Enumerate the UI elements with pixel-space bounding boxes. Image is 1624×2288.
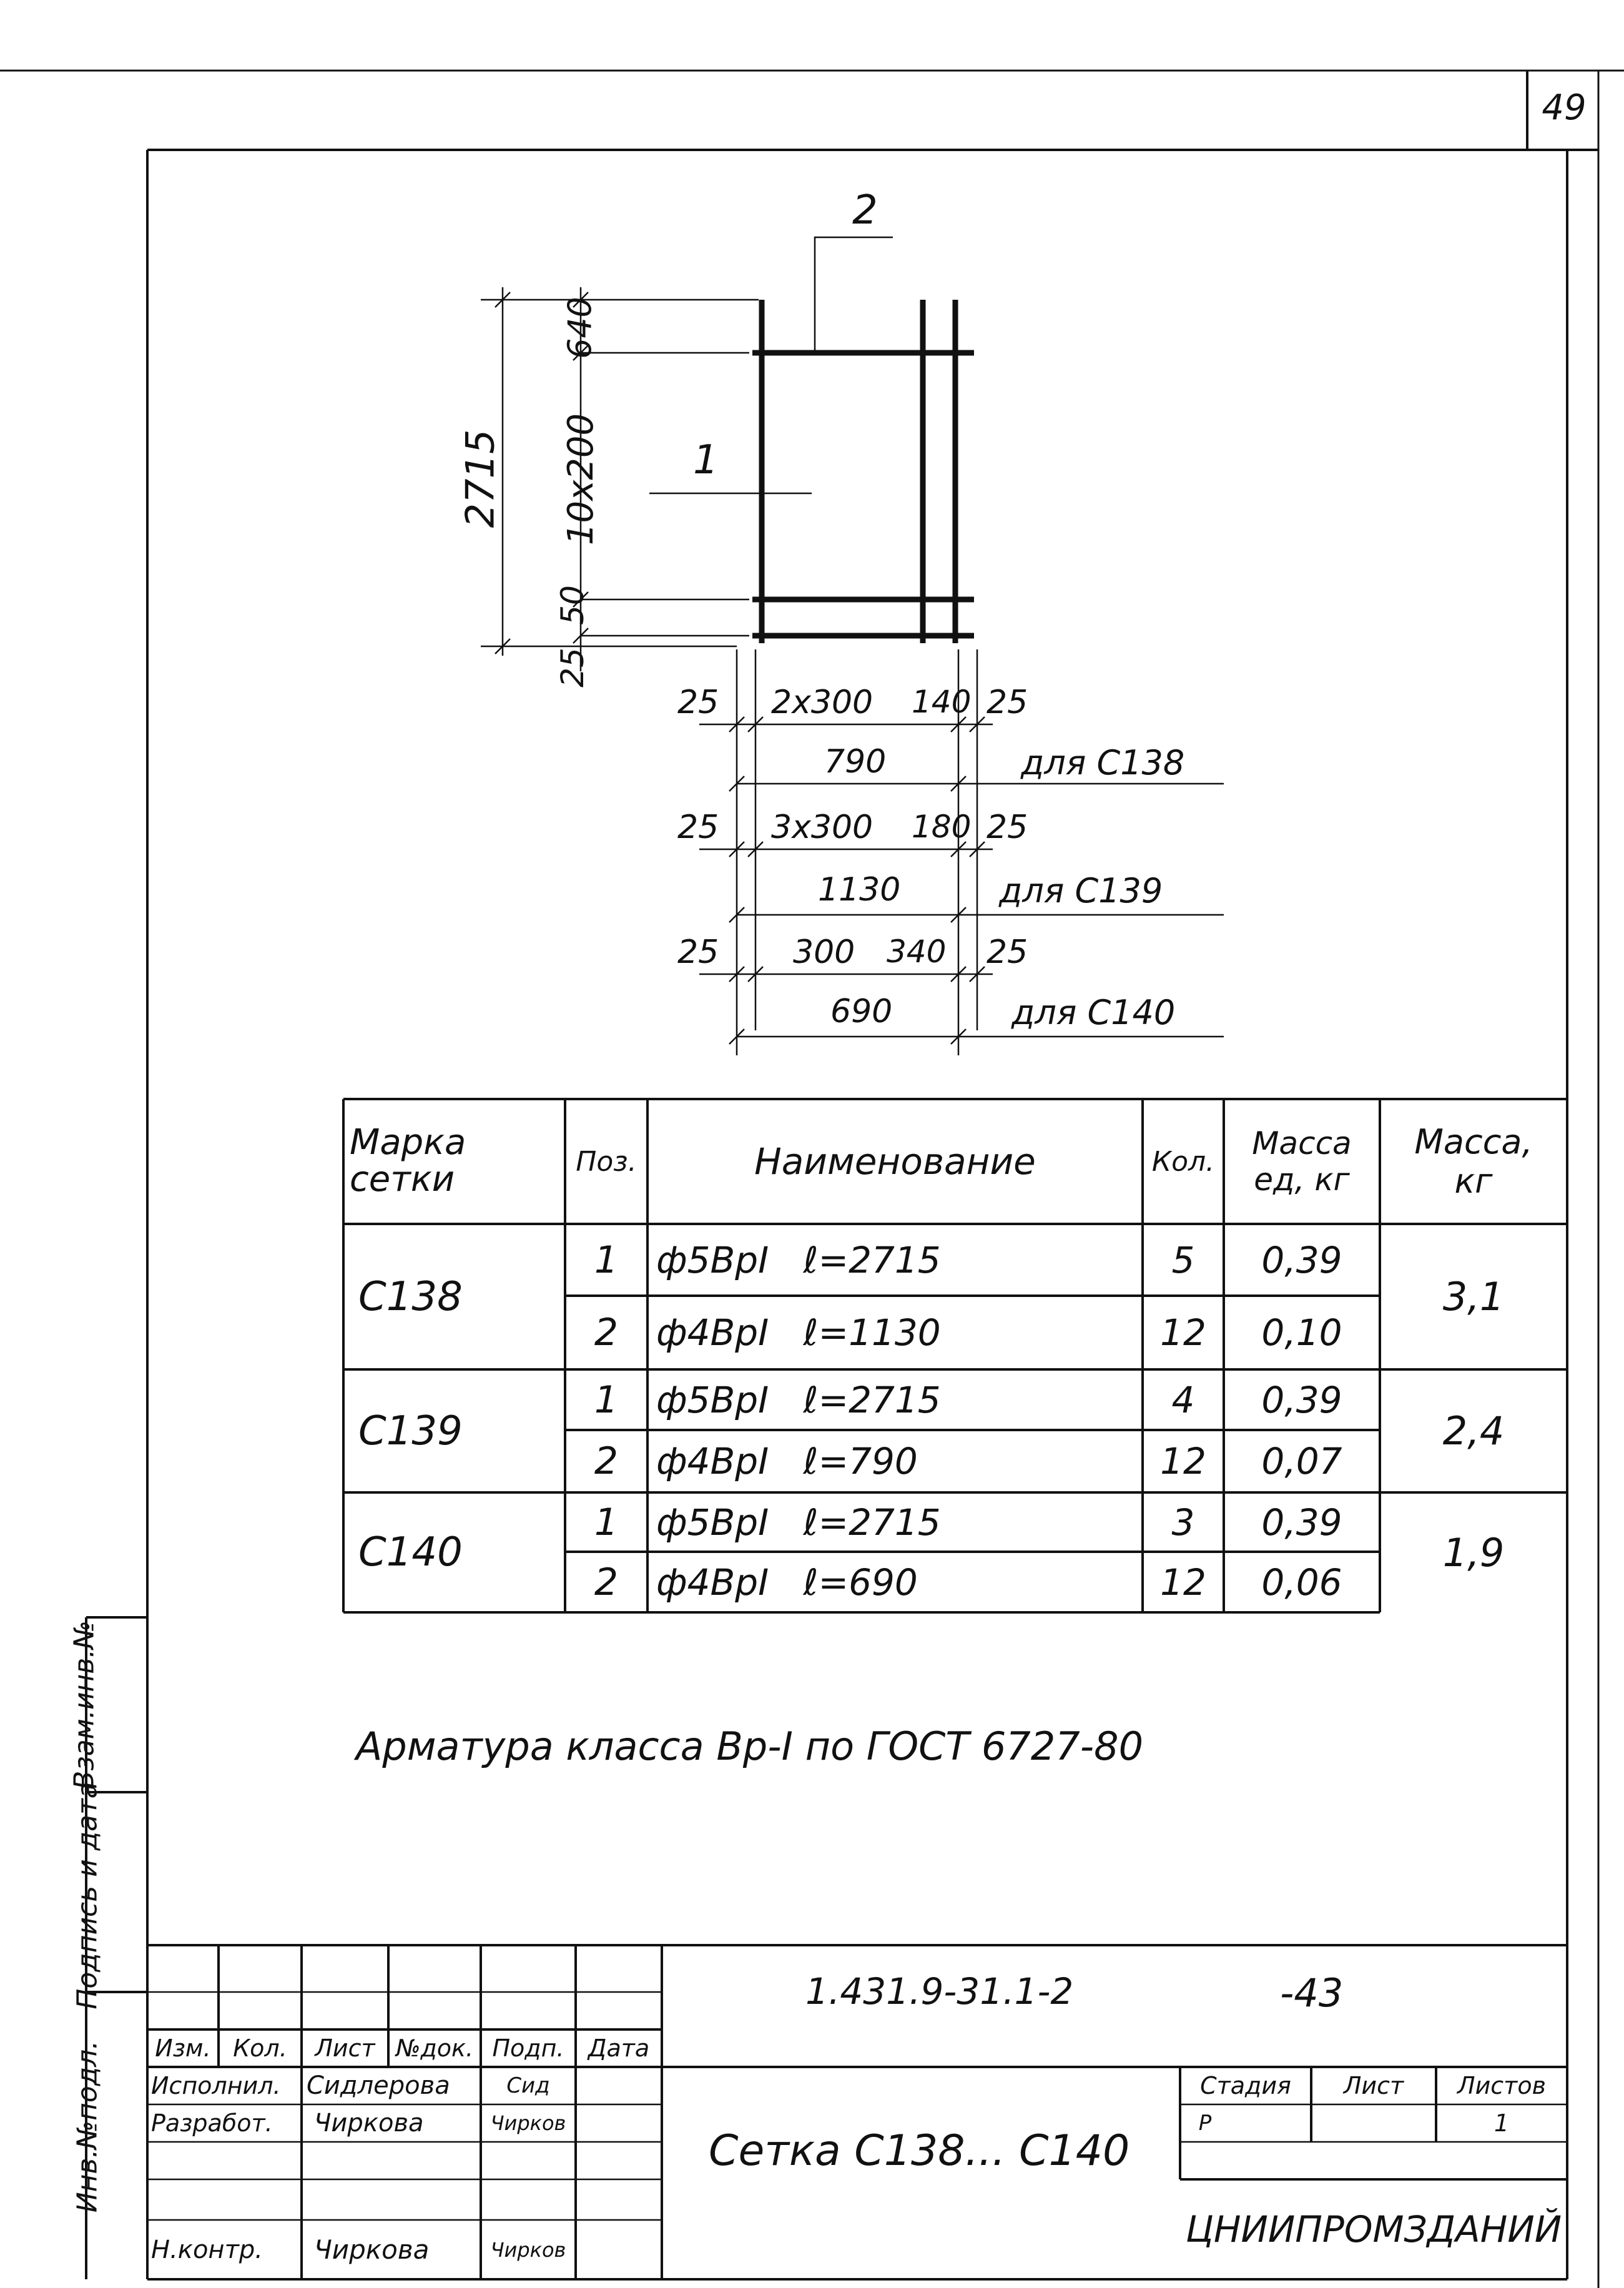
th-mark-text: Марка сетки [350,1122,466,1200]
table-cell-pos: 2 [594,1311,619,1354]
table-cell-qty: 3 [1171,1501,1195,1544]
document-title: Сетка С138... С140 [709,2126,1130,2176]
rebar-note: Арматура класса Вр-I по ГОСТ 6727-80 [356,1723,1144,1769]
table-cell-unit-mass: 0,07 [1261,1440,1342,1482]
table-cell-pos: 2 [594,1560,619,1604]
tb-col-ndok: №док. [395,2034,474,2062]
tb-stage-label: Стадия [1200,2072,1291,2099]
dim-row-2-right: 25 [987,809,1028,846]
tb-person: Чиркова [314,2234,430,2265]
dim-row-2-right-inner: 180 [912,809,972,845]
position-1-label: 1 [693,437,719,483]
table-cell-unit-mass: 0,39 [1261,1501,1342,1544]
dim-row-1-right: 25 [987,684,1028,721]
table-cell-pos: 1 [594,1500,619,1544]
tb-role: Разработ. [151,2109,273,2137]
tb-sheet [1311,2104,1436,2142]
table-cell-name: ф4ВрI ℓ=1130 [656,1311,941,1354]
table-cell-unit-mass: 0,39 [1261,1238,1342,1281]
tb-person: Сидлерова [307,2071,450,2100]
th-mass-text: Масса, кг [1414,1122,1533,1201]
dim-row-3-right: 25 [987,934,1028,971]
dim-middle: 10x200 [561,413,602,546]
table-cell-pos: 1 [594,1238,619,1282]
tb-role: Н.контр. [151,2235,263,2264]
th-pos: Поз. [576,1145,637,1178]
tb-col-list: Лист [315,2034,375,2062]
table-cell-name: ф5ВрI ℓ=2715 [656,1378,941,1421]
table-row-mark: С139 [358,1408,463,1454]
sheet-code: -43 [1280,1970,1344,2016]
tb-signature: Сид [506,2073,550,2098]
tb-col-izm: Изм. [155,2034,211,2062]
side-stamp-vzam-inv: Взам.инв.№ [68,1620,101,1790]
dim-bottom-25: 25 [554,648,591,688]
table-cell-qty: 5 [1171,1238,1195,1281]
tb-organization: ЦНИИПРОМЗДАНИЙ [1185,2208,1562,2251]
dim-total-height: 2715 [457,429,503,528]
table-cell-name: ф5ВрI ℓ=2715 [656,1501,941,1544]
side-stamp-podpis-data: Подпись и дата [71,1782,104,2009]
table-cell-pos: 2 [594,1439,619,1483]
dim-row-2-note: для С139 [999,871,1163,910]
th-mass [1380,1099,1567,1224]
dim-row-1-middle: 2x300 [771,684,874,721]
tb-role: Исполнил. [151,2072,281,2099]
dim-row-3-note: для С140 [1011,993,1176,1032]
table-cell-mass: 1,9 [1442,1529,1505,1575]
table-cell-name: ф4ВрI ℓ=690 [656,1561,918,1604]
table-cell-unit-mass: 0,06 [1261,1561,1342,1604]
tb-stage: Р [1198,2111,1212,2136]
dim-row-3-left: 25 [677,934,719,971]
dim-bottom-50: 50 [554,585,591,625]
table-cell-unit-mass: 0,10 [1261,1311,1342,1354]
tb-person: Чиркова [314,2109,424,2138]
table-row-mark: С140 [358,1529,463,1575]
dim-row-1-right-inner: 140 [912,684,972,720]
tb-col-data: Дата [588,2034,650,2062]
tb-signature: Чирков [490,2237,566,2262]
dim-row-1-total: 790 [824,743,887,781]
th-name: Наименование [754,1140,1036,1183]
table-cell-qty: 12 [1160,1311,1206,1354]
table-cell-name: ф5ВрI ℓ=2715 [656,1238,941,1281]
table-cell-unit-mass: 0,39 [1261,1378,1342,1421]
dim-row-3-right-inner: 340 [887,934,947,970]
doc-code: 1.431.9-31.1-2 [805,1970,1074,2013]
dim-row-1-note: для С138 [1021,743,1185,782]
table-cell-qty: 12 [1160,1561,1206,1604]
dim-row-1-left: 25 [677,684,719,721]
table-cell-mass: 2,4 [1442,1408,1505,1454]
dim-top: 640 [561,297,599,359]
table-row-mark: С138 [358,1273,463,1320]
table-cell-pos: 1 [594,1378,619,1422]
dim-row-3-middle: 300 [793,934,855,971]
tb-col-podp: Подп. [492,2034,564,2062]
dim-row-2-left: 25 [677,809,719,846]
tb-signature: Чирков [490,2111,566,2135]
tb-col-kol: Кол. [233,2034,287,2062]
table-cell-name: ф4ВрI ℓ=790 [656,1440,918,1482]
th-mark [350,1102,562,1221]
dim-row-2-middle: 3x300 [771,809,874,846]
page-number: 49 [1542,87,1587,128]
side-stamp-inv-podl: Инв.№подл. [71,2040,104,2213]
tb-sheets: 1 [1494,2109,1510,2137]
tb-sheets-label: Листов [1457,2072,1546,2099]
th-unit-mass-text: Масса ед, кг [1252,1125,1352,1198]
dim-row-3-total: 690 [830,993,893,1030]
table-cell-mass: 3,1 [1442,1274,1505,1319]
th-unit-mass [1224,1099,1380,1224]
th-qty: Кол. [1151,1145,1215,1178]
tb-sheet-label: Лист [1343,2072,1404,2099]
table-cell-qty: 12 [1160,1440,1206,1482]
dim-row-2-total: 1130 [818,871,901,909]
position-2-label: 2 [852,187,878,234]
table-cell-qty: 4 [1171,1378,1195,1421]
